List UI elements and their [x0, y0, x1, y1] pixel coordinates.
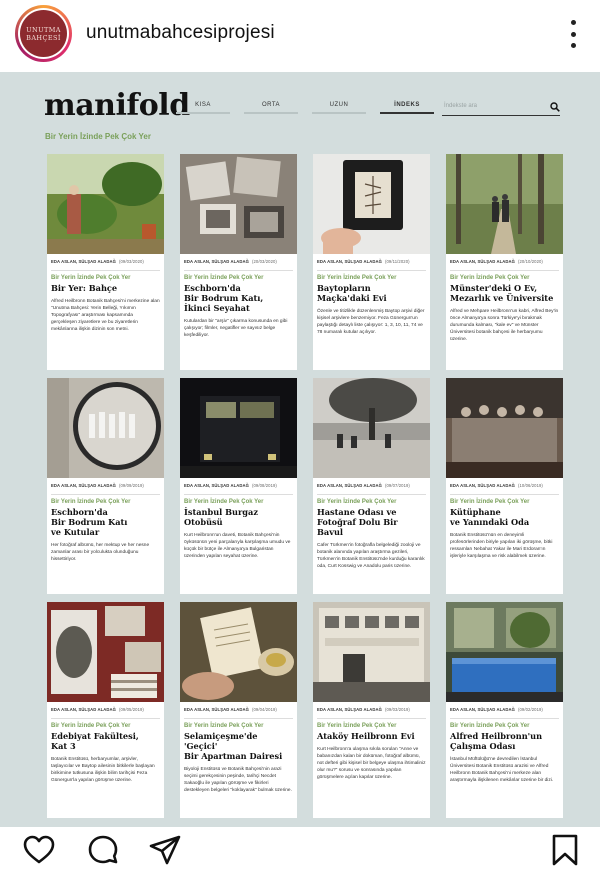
article-card[interactable]: [180, 378, 297, 594]
article-title[interactable]: Ataköy Heilbronn Evi: [317, 731, 415, 741]
article-card[interactable]: [313, 602, 430, 818]
article-thumbnail[interactable]: [180, 154, 297, 254]
search-placeholder: İndekste ara: [444, 103, 478, 109]
article-title[interactable]: Bir Yer: Bahçe: [51, 283, 118, 293]
article-title[interactable]: Kütüphane ve Yanındaki Oda: [450, 507, 530, 527]
more-options-icon[interactable]: [570, 20, 576, 48]
article-card[interactable]: [180, 602, 297, 818]
article-card[interactable]: [47, 154, 164, 370]
comment-icon[interactable]: [86, 833, 120, 867]
article-excerpt: Biyoloji Enstitüsü ve Botanik Bahçesi'nin arazi seçimi gerekçesinin peşinde, tarihçi Necdet Sakaoğlu ile yapılan görüşme ve fikirleri destekleyen belgeleri "koklayarak" bulmak üzerine.: [184, 767, 292, 793]
divider: [317, 718, 426, 719]
article-series[interactable]: Bir Yerin İzinde Pek Çok Yer: [51, 275, 131, 281]
post-header: [0, 0, 600, 72]
article-thumbnail[interactable]: [180, 378, 297, 478]
article-thumbnail[interactable]: [313, 154, 430, 254]
article-thumbnail[interactable]: [446, 378, 563, 478]
article-date: (09/02/2019): [517, 707, 543, 712]
article-series[interactable]: Bir Yerin İzinde Pek Çok Yer: [184, 723, 264, 729]
article-card[interactable]: [180, 154, 297, 370]
article-author: EDA ASLAN, SÜLŞAD ALADAĞ (09/03/2019): [317, 707, 410, 712]
article-card[interactable]: [47, 378, 164, 594]
article-excerpt: Alfred ve Mehpare Heilbronn'un kabri, Alfred Bey'in önce Almanya'ya sonra Türkiye'yi bırakmak durumunda kalması, "kale ev" ve Münster Üniversitesi botanik bahçesi ile herbaryumu üzerine.: [450, 309, 559, 342]
nav-tab-indeks[interactable]: İNDEKS: [380, 102, 434, 114]
article-title[interactable]: Hastane Odası ve Fotoğraf Dolu Bir Bavul: [317, 507, 398, 537]
article-series[interactable]: Bir Yerin İzinde Pek Çok Yer: [317, 499, 397, 505]
site-logo: manifold: [44, 88, 190, 123]
divider: [51, 718, 160, 719]
username[interactable]: unutmabahcesiprojesi: [86, 22, 275, 43]
search-input[interactable]: [442, 102, 560, 116]
article-series[interactable]: Bir Yerin İzinde Pek Çok Yer: [184, 275, 264, 281]
article-title[interactable]: İstanbul Burgaz Otobüsü: [184, 507, 258, 527]
article-date: (10/06/2019): [517, 483, 543, 488]
article-excerpt: Alfred Heilbronn Botanik Bahçesi'ni merkezine alan "Unutma Bahçesi: Yerin Belleği, Yıkımın Topografyası" araştırması kapsamında gerçekleşen ziyaretlere ve bu ziyaretlerin mekânlarına ilişkin dizinin son metni.: [51, 299, 160, 332]
article-card[interactable]: [47, 602, 164, 818]
article-grid: [47, 154, 563, 818]
series-heading: Bir Yerin İzinde Pek Çok Yer: [45, 132, 151, 141]
heart-icon[interactable]: [22, 833, 56, 867]
article-author: EDA ASLAN, SÜLŞAD ALADAĞ (10/06/2019): [450, 483, 543, 488]
article-excerpt: İstanbul Müftülüğü'ne devredilen İstanbul Üniversitesi Botanik Enstitüsü arazisi ve Alfred Heilbronn Botanik Bahçesi'ni merkeze alan araştırmayla ilişkilenen mekânlar üzerine bir dizi.: [450, 757, 554, 783]
article-excerpt: Cafer Türkmen'in fotoğrafla belgelediği zooloji ve botanik alanında yapılan araştırma gezileri, Türkmen'in Botanik Enstitüsü'nde kurduğu karanlık oda, Curt Kosswig ve Anadolu paris üzerine.: [317, 543, 425, 569]
divider: [450, 270, 559, 271]
site-header: [44, 82, 564, 122]
article-author: EDA ASLAN, SÜLŞAD ALADAĞ (09/09/2019): [51, 483, 144, 488]
article-excerpt: Kurt Heilbronn'un daveti, Botanik Bahçesi'nin öyküsünün yeni parçalarıyla karşılaşma umudu ve küçük bir bütçe ile Almanya'ya Bulgaristan üzerinden yapılan seyahat üzerine.: [184, 533, 291, 559]
divider: [317, 494, 426, 495]
search-icon[interactable]: [550, 102, 560, 112]
article-date: (20/10/2020): [517, 259, 543, 264]
article-author: EDA ASLAN, SÜLŞAD ALADAĞ (09/04/2019): [184, 707, 277, 712]
divider: [184, 270, 293, 271]
article-date: (09/03/2020): [118, 259, 144, 264]
avatar-logo: [20, 10, 67, 57]
article-series[interactable]: Bir Yerin İzinde Pek Çok Yer: [317, 275, 397, 281]
article-excerpt: Botanik Enstitüsü'nün en deneyimli profesörlerinden biriyle yapılan iki görüşme, bitki ressamları Nebahat Yakar ile Mari Erdoran'ın işleriyle karşılaşma ve risk alabilmek üzerine.: [450, 533, 553, 559]
article-excerpt: Botanik Enstitüsü, herbaryumlar, arşivler, taşlayıcılar ve Baytop ailesinin bitkilerle başlayan birikimine tutkusuna ilişkin bilim tarihçisi Feza Günergun'la yapılan görüşme üzerine.: [51, 757, 155, 783]
article-author: EDA ASLAN, SÜLŞAD ALADAĞ (09/08/2019): [184, 483, 277, 488]
article-date: (09/04/2019): [251, 707, 277, 712]
divider: [51, 270, 160, 271]
article-series[interactable]: Bir Yerin İzinde Pek Çok Yer: [450, 499, 530, 505]
article-thumbnail[interactable]: [47, 602, 164, 702]
article-card[interactable]: [313, 378, 430, 594]
article-series[interactable]: Bir Yerin İzinde Pek Çok Yer: [450, 275, 530, 281]
article-excerpt: Her fotoğraf albümü, her mektup ve her nesne zamanlar arası bir yolculukta olunduğunu hissettiriyor.: [51, 543, 150, 562]
share-icon[interactable]: [148, 833, 182, 867]
divider: [317, 270, 426, 271]
divider: [450, 494, 559, 495]
article-card[interactable]: [446, 154, 563, 370]
article-author: EDA ASLAN, SÜLŞAD ALADAĞ (09/11/2020): [317, 259, 410, 264]
article-author: EDA ASLAN, SÜLŞAD ALADAĞ (09/02/2019): [450, 707, 543, 712]
avatar[interactable]: [15, 5, 72, 62]
nav-tab-kisa[interactable]: KISA: [176, 102, 230, 114]
avatar-text-line-2: BAHÇESİ: [26, 33, 61, 42]
article-date: (09/11/2020): [384, 259, 410, 264]
article-date: (09/05/2019): [118, 707, 144, 712]
article-date: (09/08/2019): [251, 483, 277, 488]
article-series[interactable]: Bir Yerin İzinde Pek Çok Yer: [51, 499, 131, 505]
article-series[interactable]: Bir Yerin İzinde Pek Çok Yer: [184, 499, 264, 505]
post-image[interactable]: [0, 72, 600, 827]
article-title[interactable]: Eschborn'da Bir Bodrum Katı ve Kutular: [51, 507, 128, 537]
article-thumbnail[interactable]: [446, 154, 563, 254]
article-title[interactable]: Edebiyat Fakültesi, Kat 3: [51, 731, 139, 751]
article-author: EDA ASLAN, SÜLŞAD ALADAĞ (09/07/2019): [317, 483, 410, 488]
article-title[interactable]: Baytopların Maçka'daki Evi: [317, 283, 387, 303]
article-thumbnail[interactable]: [180, 602, 297, 702]
article-thumbnail[interactable]: [313, 378, 430, 478]
article-card[interactable]: [446, 602, 563, 818]
bookmark-icon[interactable]: [548, 833, 582, 867]
article-card[interactable]: [446, 378, 563, 594]
article-thumbnail[interactable]: [313, 602, 430, 702]
article-series[interactable]: Bir Yerin İzinde Pek Çok Yer: [317, 723, 397, 729]
divider: [450, 718, 559, 719]
article-thumbnail[interactable]: [446, 602, 563, 702]
article-series[interactable]: Bir Yerin İzinde Pek Çok Yer: [450, 723, 530, 729]
article-title[interactable]: Selamiçeşme'de 'Geçici' Bir Apartman Dairesi: [184, 731, 283, 761]
post-actions: [0, 827, 600, 873]
divider: [184, 494, 293, 495]
article-date: (20/03/2020): [251, 259, 277, 264]
article-author: EDA ASLAN, SÜLŞAD ALADAĞ (20/10/2020): [450, 259, 543, 264]
nav-tab-uzun[interactable]: UZUN: [312, 102, 366, 114]
article-title[interactable]: Münster'deki O Ev, Mezarlık ve Üniversite: [450, 283, 554, 303]
article-author: EDA ASLAN, SÜLŞAD ALADAĞ (09/05/2019): [51, 707, 144, 712]
article-series[interactable]: Bir Yerin İzinde Pek Çok Yer: [51, 723, 131, 729]
article-author: EDA ASLAN, SÜLŞAD ALADAĞ (09/03/2020): [51, 259, 144, 264]
article-date: (09/03/2019): [384, 707, 410, 712]
article-excerpt: Kurt Heilbronn'a ulaşma sıkıla sorulan "Anne ve babanızdan kalan bir doküman, fotoğraf albümü, not defteri gibi kişisel bir belgeye ulaşma ihtimaliniz olur mu?" sorusu ve sonrasında yapılan görüşmelere açılan kapılar üzerine.: [317, 747, 426, 780]
article-excerpt: Özenle ve titizlikle düzenlenmiş Baytop arşivi diğer kişisel arşivlere benzemiyor. Feza Günergun'un paylaştığı detaylı liste çalışıyor: 1, 3, 10, 11, 74 ve 78 numaralı kutular açılıyor.: [317, 309, 425, 335]
divider: [184, 718, 293, 719]
avatar-text-line-1: UNUTMA: [26, 25, 61, 34]
article-card[interactable]: [313, 154, 430, 370]
article-author: EDA ASLAN, SÜLŞAD ALADAĞ (20/03/2020): [184, 259, 277, 264]
article-excerpt: Kutulardan bir "arşiv" çıkarma konusunda en gibi çalışıyor; filmler, negatifler ve sayısız belge keşfediliyor.: [184, 319, 288, 338]
article-title[interactable]: Alfred Heilbronn'un Çalışma Odası: [450, 731, 543, 751]
article-title[interactable]: Eschborn'da Bir Bodrum Katı, İkinci Seyahat: [184, 283, 264, 313]
divider: [51, 494, 160, 495]
article-thumbnail[interactable]: [47, 154, 164, 254]
article-date: (09/07/2019): [384, 483, 410, 488]
nav-tab-orta[interactable]: ORTA: [244, 102, 298, 114]
site-nav: [176, 102, 434, 114]
article-thumbnail[interactable]: [47, 378, 164, 478]
article-date: (09/09/2019): [118, 483, 144, 488]
